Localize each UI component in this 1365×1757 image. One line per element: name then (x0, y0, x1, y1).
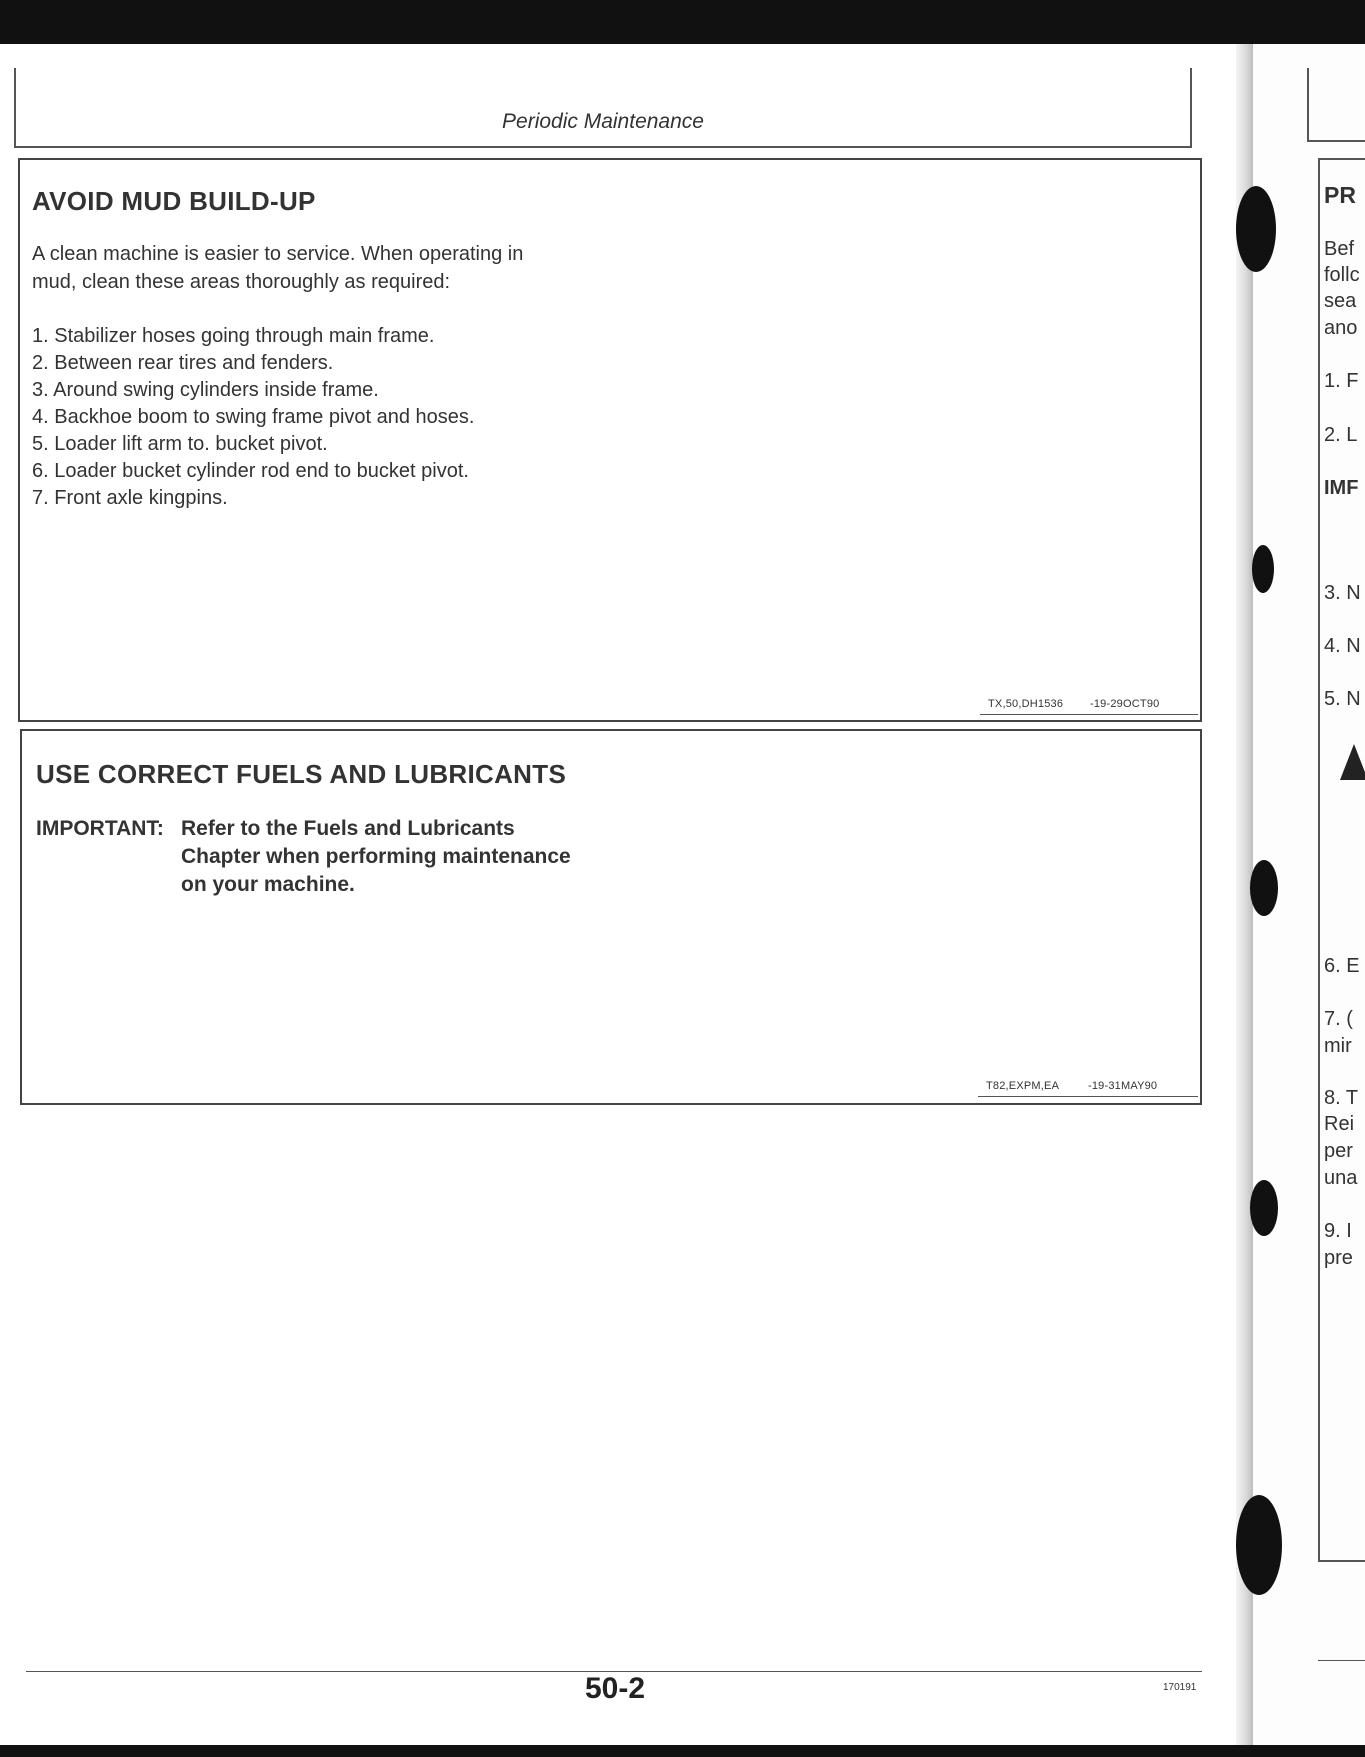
page-number: 50-2 (584, 1672, 646, 1705)
header-frame (14, 68, 1192, 148)
adjacent-text-fragment: 2. L (1324, 424, 1358, 446)
adjacent-text-fragment: 5. N (1324, 688, 1361, 710)
scan-top-border (0, 0, 1365, 44)
list-item: 4. Backhoe boom to swing frame pivot and hoses. (32, 406, 475, 428)
section-avoid-mud (18, 158, 1202, 722)
list-item: 7. Front axle kingpins. (32, 487, 228, 509)
important-text-line: on your machine. (181, 873, 355, 896)
list-item: 1. Stabilizer hoses going through main frame. (32, 325, 435, 347)
important-text (181, 815, 641, 899)
ref-code: T82,EXPM,EA (986, 1080, 1060, 1092)
adjacent-text-fragment: 1. F (1324, 370, 1359, 392)
intro-text-line-1: A clean machine is easier to service. When operating in (32, 243, 524, 265)
section-title: AVOID MUD BUILD-UP (32, 186, 316, 216)
adjacent-text-fragment: mir (1324, 1035, 1352, 1057)
important-text-line: Chapter when performing maintenance (181, 845, 571, 868)
running-head: Periodic Maintenance (502, 110, 704, 133)
list-item: 3. Around swing cylinders inside frame. (32, 379, 379, 401)
adjacent-text-fragment: pre (1324, 1247, 1353, 1269)
binder-hole-icon (1252, 545, 1274, 593)
binder-hole-icon (1236, 186, 1276, 272)
list-item: 5. Loader lift arm to. bucket pivot. (32, 433, 328, 455)
adjacent-text-fragment: 4. N (1324, 635, 1361, 657)
section-fuels-lubricants (20, 729, 1202, 1105)
adjacent-text-fragment: Rei (1324, 1113, 1355, 1135)
adjacent-header-frame (1307, 68, 1365, 142)
adjacent-section-box (1318, 158, 1365, 1562)
scan-bottom-border (0, 1745, 1365, 1757)
adjacent-text-fragment: follc (1324, 264, 1360, 286)
adjacent-text-fragment: 6. E (1324, 955, 1360, 977)
important-label: IMPORTANT: (36, 817, 164, 840)
ref-date: -19-31MAY90 (1088, 1080, 1158, 1092)
adjacent-title-fragment: PR (1324, 182, 1356, 208)
list-item: 6. Loader bucket cylinder rod end to bucket pivot. (32, 460, 469, 482)
binder-hole-icon (1250, 1180, 1278, 1236)
adjacent-text-fragment: 3. N (1324, 582, 1361, 604)
ref-underline (978, 1096, 1198, 1097)
adjacent-text-fragment: 9. I (1324, 1220, 1352, 1242)
important-text-line: Refer to the Fuels and Lubricants (181, 817, 515, 840)
binder-hole-icon (1236, 1495, 1282, 1595)
adjacent-text-fragment: IMF (1324, 477, 1359, 499)
ref-underline (980, 714, 1198, 715)
adjacent-text-fragment: 7. ( (1324, 1008, 1353, 1030)
adjacent-text-fragment: ano (1324, 317, 1358, 339)
adjacent-text-fragment: una (1324, 1167, 1358, 1189)
important-notice (36, 815, 656, 905)
ref-code: TX,50,DH1536 (988, 698, 1064, 710)
intro-text-line-2: mud, clean these areas thoroughly as required: (32, 271, 451, 293)
warning-triangle-icon (1340, 744, 1365, 780)
list-item: 2. Between rear tires and fenders. (32, 352, 334, 374)
ref-date: -19-29OCT90 (1090, 698, 1160, 710)
binder-hole-icon (1250, 860, 1278, 916)
adjacent-text-fragment: 8. T (1324, 1087, 1359, 1109)
adjacent-footer-rule (1318, 1660, 1365, 1661)
adjacent-text-fragment: Bef (1324, 238, 1355, 260)
doc-code: 170191 (1163, 1682, 1197, 1693)
cleaning-areas-list (32, 323, 474, 512)
adjacent-text-fragment: sea (1324, 290, 1357, 312)
adjacent-text-fragment: per (1324, 1140, 1353, 1162)
section-title: USE CORRECT FUELS AND LUBRICANTS (36, 759, 567, 789)
